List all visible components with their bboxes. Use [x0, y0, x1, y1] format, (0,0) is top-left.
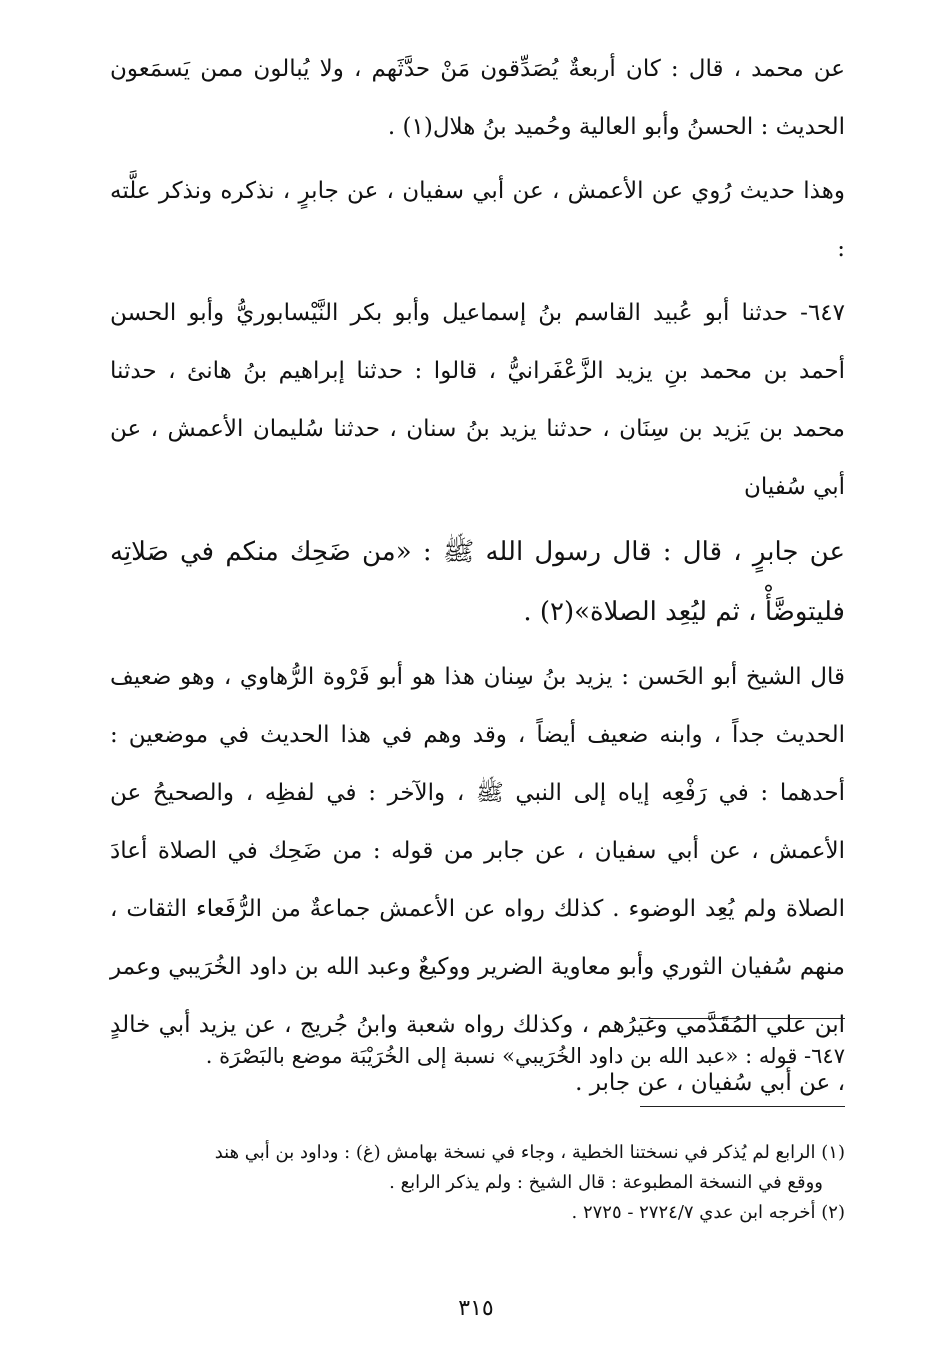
- page-number: ٣١٥: [458, 1296, 494, 1321]
- footnote-2: (٢) أخرجه ابن عدي ٢٧٢٤/٧ - ٢٧٢٥ .: [571, 1202, 845, 1223]
- editor-note: ٦٤٧- قوله : «عبد الله بن داود الخُرَيبي» نسبة إلى الخُرَيْبَة موضع بالبَصْرَة .: [205, 1044, 845, 1068]
- paragraph-isnad: ٦٤٧- حدثنا أبو عُبيد القاسم بنُ إسماعيل وأبو بكر النَّيْسابوريُّ وأبو الحسن أحمد بن محمد بنِ يزيد الزَّعْفَرانيُّ ، قالوا : حدثنا إبراهيم بنُ هانئ ، حدثنا محمد بن يَزيد بن سِنَان ، حدثنا يزيد بنُ سنان ، حدثنا سُليمان الأعمش ، عن أبي سُفيان: [110, 300, 846, 500]
- footnote-1: (١) الرابع لم يُذكر في نسختنا الخطية ، وجاء في نسخة بهامش (غ) : وداود بن أبي هند: [214, 1142, 845, 1163]
- paragraph-intro: عن محمد ، قال : كان أربعةٌ يُصَدِّقون مَنْ حدَّثَهم ، ولا يُبالون ممن يَسمَعون الحديث : الحسنُ وأبو العالية وحُميد بنُ هلال(١) .: [110, 56, 845, 140]
- editor-note-divider: [640, 1018, 845, 1019]
- footnote-1-continued: ووقع في النسخة المطبوعة : قال الشيخ : ولم يذكر الرابع .: [389, 1172, 823, 1193]
- paragraph-illness: وهذا حديث رُوي عن الأعمش ، عن أبي سفيان ، عن جابرٍ ، نذكره ونذكر علَّته :: [110, 178, 845, 262]
- footnotes-divider: [640, 1106, 845, 1107]
- paragraph-hadith: عن جابرٍ ، قال : قال رسول الله ﷺ : «من ضَحِك منكم في صَلاتِه فليتوضَّأْ ، ثم ليُعِد الصلاة»(٢) .: [110, 537, 845, 627]
- main-text: [110, 40, 845, 1118]
- footnotes: [110, 1138, 845, 1228]
- paragraph-commentary: قال الشيخ أبو الحَسن : يزيد بنُ سِنان هذا هو أبو فَرْوة الرُّهاوي ، وهو ضعيف الحديث جداً ، وابنه ضعيف أيضاً ، وقد وهم في هذا الحديث في موضعين : أحدهما : في رَفْعِه إياه إلى النبي ﷺ ، والآخر : في لفظِه ، والصحيحُ عن الأعمش ، عن أبي سفيان ، عن جابر من قوله : من ضَحِك في الصلاة أعادَ الصلاة ولم يُعِد الوضوء . كذلك رواه عن الأعمش جماعةٌ من الرُّفَعاء الثقات ، منهم سُفيان الثوري وأبو معاوية الضرير ووكيعٌ وعبد الله بن داود الخُرَيبي وعمر ابن علي المُقَدَّمي وغيرُهم ، وكذلك رواه شعبة وابنُ جُريج ، عن يزيد أبي خالدٍ ، عن أبي سُفيان ، عن جابر .: [110, 664, 845, 1096]
